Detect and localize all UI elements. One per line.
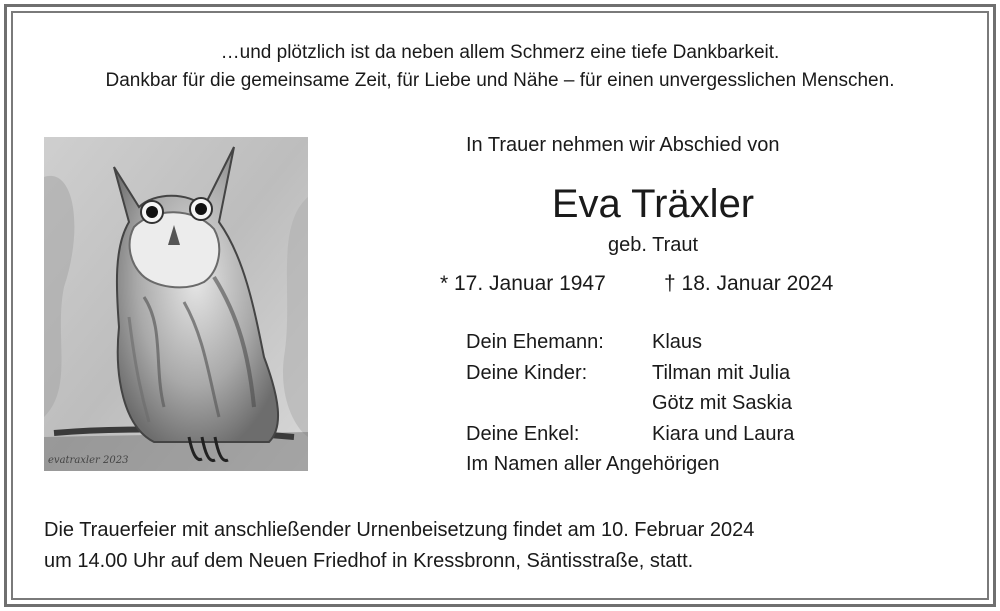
mourner-closing: Im Namen aller Angehörigen [466, 453, 720, 475]
mourner-role: Dein Ehemann: [466, 331, 604, 353]
mourner-names: Klaus [652, 331, 703, 353]
service-line-1: Die Trauerfeier mit anschließender Urnenbeisetzung findet am 10. Februar 2024 [44, 519, 755, 541]
deceased-name: Eva Träxler [551, 182, 755, 226]
death-date: † 18. Januar 2024 [664, 272, 834, 295]
quote-line-1: …und plötzlich ist da neben allem Schmerz eine tiefe Dankbarkeit. [220, 42, 780, 63]
mourner-names: Kiara und Laura [652, 423, 795, 445]
mourner-names: Götz mit Saskia [652, 392, 793, 414]
maiden-name: geb. Traut [607, 234, 699, 256]
mourner-role: Deine Enkel: [466, 423, 580, 445]
mourner-names: Tilman mit Julia [652, 362, 791, 384]
quote-line-2: Dankbar für die gemeinsame Zeit, für Liebe und Nähe – für einen unvergesslichen Menschen. [105, 70, 895, 91]
service-line-2: um 14.00 Uhr auf dem Neuen Friedhof in Kressbronn, Säntisstraße, statt. [44, 550, 694, 572]
mourner-role: Deine Kinder: [466, 362, 588, 384]
birth-date: * 17. Januar 1947 [440, 272, 606, 295]
intro-text: In Trauer nehmen wir Abschied von [466, 134, 780, 156]
owl-painting [44, 137, 308, 471]
owl-illustration [44, 137, 308, 471]
painting-signature: evatraxler 2023 [48, 455, 129, 466]
